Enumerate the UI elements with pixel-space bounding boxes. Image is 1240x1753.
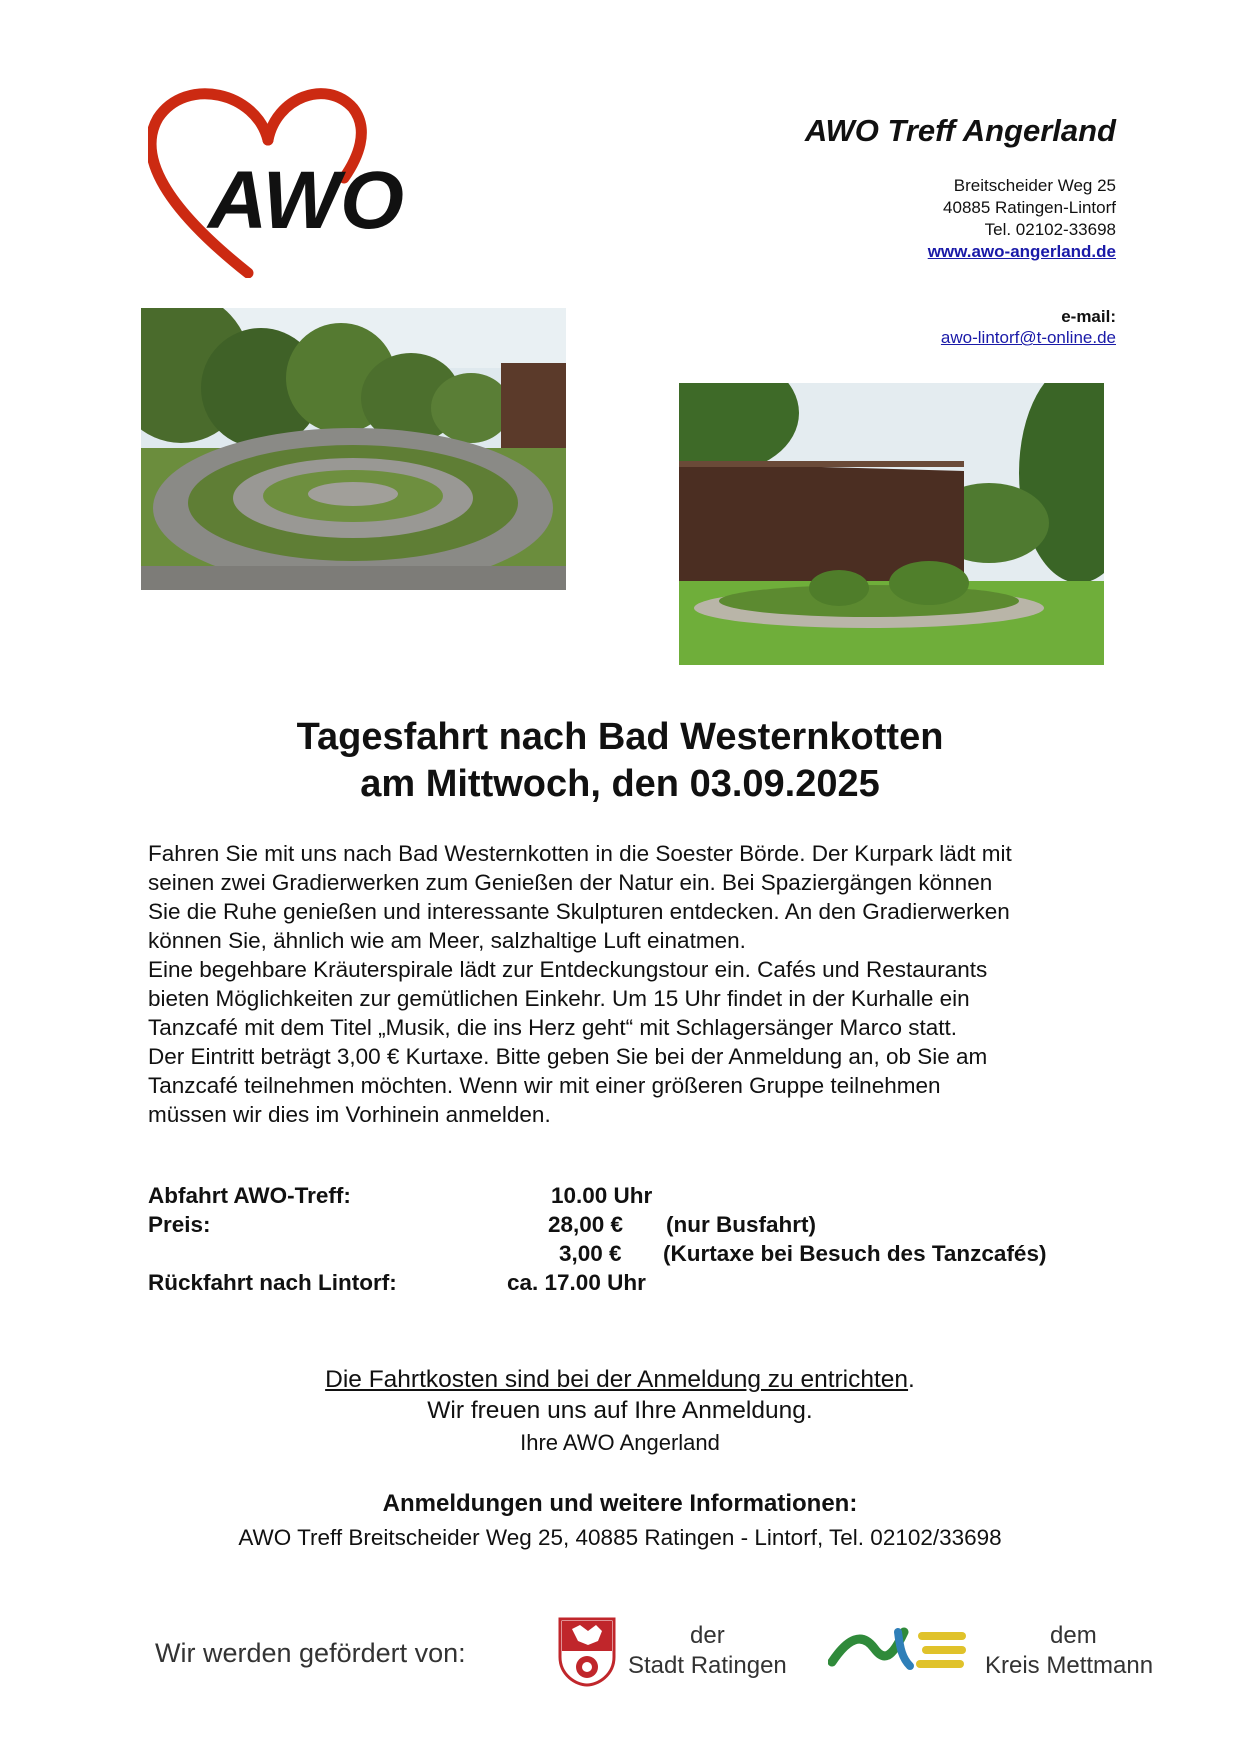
address-phone: Tel. 02102-33698 bbox=[984, 220, 1116, 239]
body-line: Sie die Ruhe genießen und interessante Skulpturen entdecken. An den Gradierwerken bbox=[148, 899, 1010, 924]
body-line: müssen wir dies im Vorhinein anmelden. bbox=[148, 1102, 551, 1127]
photo-herb-spiral bbox=[141, 308, 566, 590]
price-bus-note: (nur Busfahrt) bbox=[666, 1212, 816, 1237]
price-kurtaxe: 3,00 € bbox=[559, 1241, 622, 1266]
sponsor-mettmann-name: Kreis Mettmann bbox=[985, 1652, 1154, 1679]
sponsor-ratingen-pre: der bbox=[690, 1622, 725, 1649]
org-name: AWO Treff Angerland bbox=[804, 113, 1116, 148]
ratingen-crest-icon bbox=[558, 1617, 616, 1687]
closing-signature: Ihre AWO Angerland bbox=[520, 1430, 720, 1455]
body-line: können Sie, ähnlich wie am Meer, salzhaltige Luft einatmen. bbox=[148, 928, 746, 953]
info-address: AWO Treff Breitscheider Weg 25, 40885 Ratingen - Lintorf, Tel. 02102/33698 bbox=[238, 1525, 1002, 1550]
body-line: Tanzcafé teilnehmen möchten. Wenn wir mit einer größeren Gruppe teilnehmen bbox=[148, 1073, 941, 1098]
sponsor-ratingen-name: Stadt Ratingen bbox=[628, 1652, 787, 1679]
info-heading: Anmeldungen und weitere Informationen: bbox=[382, 1490, 858, 1517]
departure-value: 10.00 Uhr bbox=[551, 1183, 653, 1208]
return-label: Rückfahrt nach Lintorf: bbox=[148, 1270, 397, 1295]
body-line: bieten Möglichkeiten zur gemütlichen Einkehr. Um 15 Uhr findet in der Kurhalle ein bbox=[148, 986, 970, 1011]
title-line-1: Tagesfahrt nach Bad Westernkotten bbox=[296, 716, 944, 758]
address-street: Breitscheider Weg 25 bbox=[953, 176, 1116, 195]
awo-logo bbox=[148, 78, 408, 278]
awo-logo-text: AWO bbox=[208, 155, 404, 246]
sponsor-mettmann-pre: dem bbox=[1050, 1622, 1097, 1649]
price-kurtaxe-note: (Kurtaxe bei Besuch des Tanzcafés) bbox=[663, 1241, 1047, 1266]
website-link[interactable]: www.awo-angerland.de bbox=[927, 242, 1116, 261]
title-line-2: am Mittwoch, den 03.09.2025 bbox=[360, 763, 880, 805]
price-bus: 28,00 € bbox=[548, 1212, 624, 1237]
sponsor-text: Wir werden gefördert von: bbox=[155, 1638, 466, 1668]
email-label: e-mail: bbox=[1061, 307, 1116, 326]
address-city: 40885 Ratingen-Lintorf bbox=[943, 198, 1116, 217]
awo-heart-icon bbox=[148, 78, 408, 278]
departure-label: Abfahrt AWO-Treff: bbox=[148, 1183, 351, 1208]
payment-note-underlined: Die Fahrtkosten sind bei der Anmeldung zu entrichten bbox=[325, 1366, 909, 1393]
body-text bbox=[148, 839, 1138, 1129]
payment-note-end: . bbox=[908, 1366, 915, 1393]
photo-gradierwerk bbox=[679, 383, 1104, 665]
email-link[interactable]: awo-lintorf@t-online.de bbox=[940, 328, 1116, 347]
closing-greeting: Wir freuen uns auf Ihre Anmeldung. bbox=[427, 1397, 813, 1424]
payment-note bbox=[0, 1366, 1240, 1394]
mettmann-logo-icon bbox=[828, 1618, 970, 1680]
page-title bbox=[0, 714, 1240, 808]
body-line: seinen zwei Gradierwerken zum Genießen der Natur ein. Bei Spaziergängen können bbox=[148, 870, 993, 895]
body-line: Fahren Sie mit uns nach Bad Westernkotten in die Soester Börde. Der Kurpark lädt mit bbox=[148, 841, 1012, 866]
body-line: Tanzcafé mit dem Titel „Musik, die ins Herz geht“ mit Schlagersänger Marco statt. bbox=[148, 1015, 958, 1040]
body-line: Der Eintritt beträgt 3,00 € Kurtaxe. Bitte geben Sie bei der Anmeldung an, ob Sie am bbox=[148, 1044, 988, 1069]
body-line: Eine begehbare Kräuterspirale lädt zur Entdeckungstour ein. Cafés und Restaurants bbox=[148, 957, 988, 982]
price-label: Preis: bbox=[148, 1212, 211, 1237]
return-value: ca. 17.00 Uhr bbox=[507, 1270, 646, 1295]
